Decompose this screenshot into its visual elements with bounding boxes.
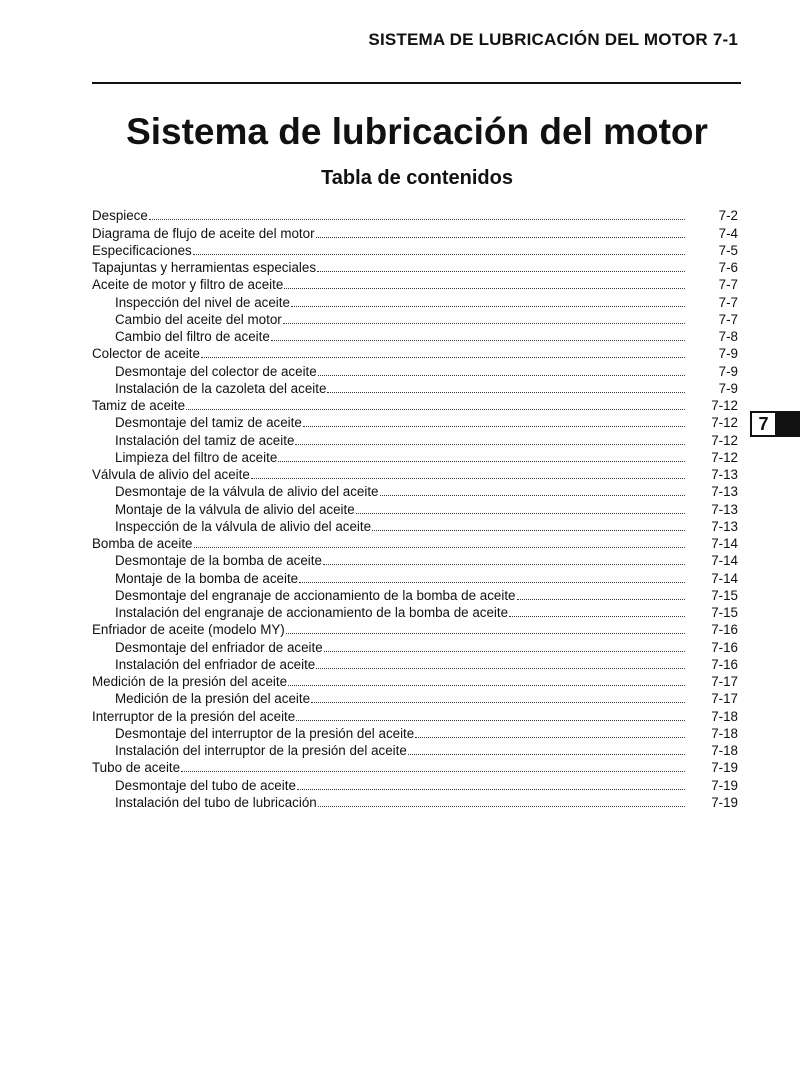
toc-entry-label: Montaje de la bomba de aceite	[115, 570, 299, 586]
toc-dot-leader	[201, 357, 685, 358]
toc-entry-page: 7-12	[711, 415, 738, 431]
section-tab	[750, 411, 800, 437]
toc-dot-leader	[323, 564, 685, 565]
toc-entry[interactable]	[92, 311, 738, 328]
toc-entry-page: 7-8	[718, 329, 738, 344]
toc-entry-page: 7-15	[711, 605, 738, 620]
toc-entry-label: Instalación del enfriador de aceite	[115, 656, 316, 672]
toc-dot-leader	[324, 651, 685, 652]
toc-entry[interactable]	[92, 604, 738, 621]
toc-entry[interactable]	[92, 656, 738, 673]
toc-entry[interactable]	[92, 276, 738, 293]
toc-entry-label: Desmontaje del interruptor de la presión del aceite	[115, 725, 415, 741]
toc-entry-page: 7-13	[711, 518, 738, 534]
toc-entry-page: 7-15	[711, 587, 738, 603]
toc-dot-leader	[291, 306, 685, 307]
toc-entry-page: 7-6	[718, 260, 738, 275]
toc-dot-leader	[278, 461, 685, 462]
toc-entry-label: Limpieza del filtro de aceite	[115, 449, 278, 465]
toc-dot-leader	[286, 633, 685, 634]
toc-entry-label: Tamiz de aceite	[92, 398, 186, 413]
running-header: SISTEMA DE LUBRICACIÓN DEL MOTOR 7-1	[368, 30, 738, 49]
toc-entry-label: Desmontaje del enfriador de aceite	[115, 639, 323, 655]
toc-entry-page: 7-12	[711, 449, 738, 465]
toc-dot-leader	[303, 426, 685, 427]
toc-dot-leader	[295, 444, 685, 445]
section-tab-number: 7	[752, 413, 775, 435]
toc-entry-page: 7-2	[718, 208, 738, 224]
toc-dot-leader	[316, 237, 685, 238]
toc-entry-page: 7-9	[718, 346, 738, 362]
table-of-contents	[92, 207, 738, 811]
toc-entry[interactable]	[92, 535, 738, 552]
toc-entry-label: Instalación del engranaje de accionamiento de la bomba de aceite	[115, 605, 509, 620]
toc-entry-page: 7-18	[711, 708, 738, 724]
toc-dot-leader	[509, 616, 685, 617]
toc-entry[interactable]	[92, 759, 738, 776]
toc-dot-leader	[311, 702, 685, 703]
toc-dot-leader	[372, 530, 685, 531]
toc-dot-leader	[194, 547, 686, 548]
toc-entry-page: 7-7	[718, 294, 738, 310]
toc-dot-leader	[415, 737, 685, 738]
toc-entry-label: Cambio del aceite del motor	[115, 311, 282, 327]
toc-entry[interactable]	[92, 397, 738, 414]
toc-entry[interactable]	[92, 638, 738, 655]
toc-entry-page: 7-14	[711, 536, 738, 551]
toc-dot-leader	[297, 789, 685, 790]
toc-entry-label: Tubo de aceite	[92, 760, 181, 776]
toc-entry-label: Medición de la presión del aceite	[115, 691, 311, 707]
toc-entry[interactable]	[92, 259, 738, 276]
toc-entry-page: 7-13	[711, 501, 738, 517]
toc-entry-label: Aceite de motor y filtro de aceite	[92, 277, 284, 293]
toc-dot-leader	[318, 375, 685, 376]
toc-entry-label: Medición de la presión del aceite	[92, 674, 288, 689]
toc-entry[interactable]	[92, 414, 738, 431]
toc-dot-leader	[251, 478, 685, 479]
toc-entry-page: 7-17	[711, 691, 738, 707]
toc-entry-label: Desmontaje de la bomba de aceite	[115, 553, 322, 569]
toc-entry[interactable]	[92, 293, 738, 310]
toc-entry-page: 7-12	[711, 432, 738, 448]
toc-entry[interactable]	[92, 794, 738, 811]
toc-entry-label: Desmontaje del colector de aceite	[115, 363, 317, 379]
toc-entry-label: Despiece	[92, 208, 148, 224]
toc-entry[interactable]	[92, 621, 738, 638]
toc-entry-label: Interruptor de la presión del aceite	[92, 708, 296, 724]
toc-dot-leader	[327, 392, 685, 393]
toc-entry[interactable]	[92, 518, 738, 535]
toc-entry[interactable]	[92, 449, 738, 466]
toc-entry-label: Desmontaje del tubo de aceite	[115, 777, 296, 793]
toc-dot-leader	[356, 513, 685, 514]
toc-entry-label: Tapajuntas y herramientas especiales	[92, 260, 317, 275]
toc-dot-leader	[317, 271, 685, 272]
toc-entry[interactable]	[92, 690, 738, 707]
toc-dot-leader	[318, 806, 685, 807]
toc-entry[interactable]	[92, 345, 738, 362]
toc-entry-page: 7-13	[711, 467, 738, 482]
toc-dot-leader	[380, 495, 685, 496]
toc-entry-label: Válvula de alivio del aceite	[92, 467, 250, 482]
toc-entry-label: Colector de aceite	[92, 346, 200, 362]
toc-entry-page: 7-19	[711, 760, 738, 776]
toc-entry[interactable]	[92, 242, 738, 259]
toc-entry-page: 7-9	[718, 380, 738, 396]
toc-entry-label: Cambio del filtro de aceite	[115, 329, 270, 344]
toc-dot-leader	[271, 340, 685, 341]
toc-entry-page: 7-4	[718, 225, 738, 241]
toc-dot-leader	[181, 771, 685, 772]
toc-entry[interactable]	[92, 742, 738, 759]
toc-entry-page: 7-17	[711, 674, 738, 689]
toc-entry[interactable]	[92, 362, 738, 379]
toc-entry-label: Inspección de la válvula de alivio del aceite	[115, 518, 372, 534]
toc-dot-leader	[316, 668, 685, 669]
toc-entry[interactable]	[92, 587, 738, 604]
toc-dot-leader	[517, 599, 686, 600]
toc-entry-label: Instalación del interruptor de la presión del aceite	[115, 743, 407, 758]
toc-entry[interactable]	[92, 500, 738, 517]
toc-heading: Tabla de contenidos	[321, 167, 513, 189]
toc-dot-leader	[149, 219, 685, 220]
page-title: Sistema de lubricación del motor	[126, 111, 708, 152]
toc-entry-label: Inspección del nivel de aceite	[115, 294, 290, 310]
toc-entry[interactable]	[92, 380, 738, 397]
toc-entry-label: Especificaciones	[92, 242, 192, 258]
toc-entry-page: 7-14	[711, 553, 738, 569]
toc-entry-page: 7-13	[711, 484, 738, 500]
toc-dot-leader	[284, 288, 685, 289]
toc-entry[interactable]	[92, 552, 738, 569]
toc-entry-page: 7-19	[711, 794, 738, 810]
toc-entry-page: 7-14	[711, 570, 738, 586]
toc-entry-page: 7-16	[711, 656, 738, 672]
toc-entry-page: 7-19	[711, 777, 738, 793]
toc-entry[interactable]	[92, 725, 738, 742]
toc-entry-page: 7-7	[718, 277, 738, 293]
toc-entry-label: Desmontaje de la válvula de alivio del aceite	[115, 484, 379, 500]
toc-entry[interactable]	[92, 466, 738, 483]
toc-entry-page: 7-16	[711, 622, 738, 638]
toc-entry-page: 7-7	[718, 311, 738, 327]
toc-entry-label: Instalación del tamiz de aceite	[115, 432, 295, 448]
toc-entry-label: Montaje de la válvula de alivio del aceite	[115, 501, 355, 517]
toc-entry[interactable]	[92, 673, 738, 690]
toc-entry[interactable]	[92, 328, 738, 345]
toc-entry-page: 7-16	[711, 639, 738, 655]
toc-entry[interactable]	[92, 207, 738, 224]
toc-entry-label: Enfriador de aceite (modelo MY)	[92, 622, 285, 638]
toc-dot-leader	[186, 409, 685, 410]
toc-entry-page: 7-12	[711, 398, 738, 413]
toc-entry[interactable]	[92, 224, 738, 241]
toc-entry-page: 7-18	[711, 743, 738, 758]
toc-entry[interactable]	[92, 569, 738, 586]
toc-entry-page: 7-9	[718, 363, 738, 379]
toc-entry[interactable]	[92, 707, 738, 724]
toc-dot-leader	[296, 720, 685, 721]
toc-entry[interactable]	[92, 431, 738, 448]
toc-entry-label: Desmontaje del tamiz de aceite	[115, 415, 302, 431]
toc-entry-page: 7-18	[711, 725, 738, 741]
toc-entry-label: Instalación del tubo de lubricación	[115, 794, 317, 810]
toc-entry-label: Diagrama de flujo de aceite del motor	[92, 225, 315, 241]
toc-dot-leader	[193, 254, 685, 255]
toc-entry-label: Instalación de la cazoleta del aceite	[115, 380, 327, 396]
toc-entry[interactable]	[92, 776, 738, 793]
toc-dot-leader	[283, 323, 685, 324]
toc-entry[interactable]	[92, 483, 738, 500]
toc-dot-leader	[408, 754, 685, 755]
toc-dot-leader	[288, 685, 685, 686]
toc-entry-page: 7-5	[718, 242, 738, 258]
toc-dot-leader	[299, 582, 685, 583]
toc-entry-label: Desmontaje del engranaje de accionamiento de la bomba de aceite	[115, 587, 516, 603]
toc-entry-label: Bomba de aceite	[92, 536, 193, 551]
header-divider	[92, 82, 741, 84]
